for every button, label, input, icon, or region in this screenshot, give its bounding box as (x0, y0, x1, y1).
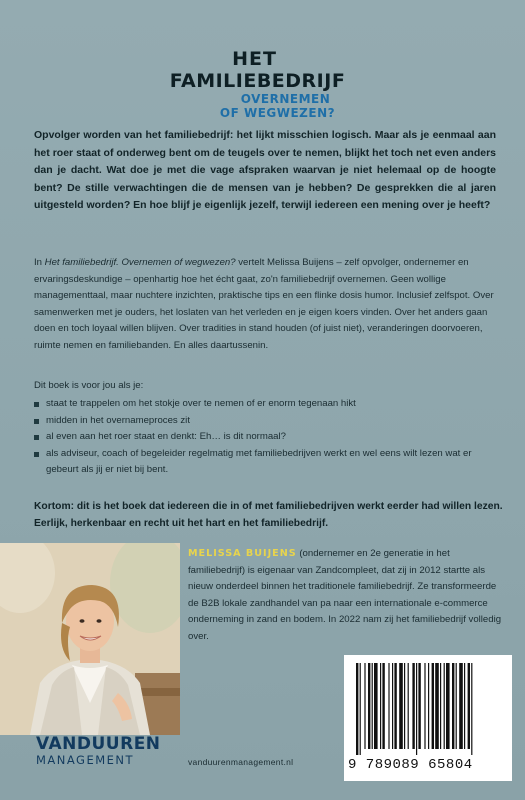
barcode-bar (360, 663, 361, 755)
barcode-bar (456, 663, 457, 749)
barcode-bar (432, 663, 434, 749)
barcode-bar (459, 663, 463, 749)
barcode-bar (368, 663, 370, 749)
body-paragraph (34, 255, 496, 354)
barcode-bar (418, 663, 420, 749)
barcode-bar (388, 663, 389, 749)
body-lead: In (34, 257, 45, 268)
intro-paragraph: Opvolger worden van het familiebedrijf: het lijkt misschien logisch. Maar als je eenmaal aan het roer staat of onderweg bent om de teugels over te nemen, blijkt het toch net even anders dan je dacht. Wat doe je met die vage afspraken waarvan je niet helemaal op de hoogte bent? De stille verwachtingen die de mensen van je hebben? De gesprekken die al jaren uitgesteld worden? En hoe blijf je eigenlijk jezelf, terwijl iedereen een mening over je heeft? (34, 129, 496, 211)
barcode-bar (435, 663, 439, 749)
body-text: vertelt Melissa Buijens – zelf opvolger, ondernemer en ervaringsdeskundige – openhartig hoe het écht gaat, zo'n familiebedrijf overnemen. Geen wollige managementtaal, maar nuchtere inzichten, praktische tips en een flinke dosis humor. Inclusief zelfspot. Over samenwerken met je ouders, het loslaten van het verleden en je eigen koers vinden. Over het anders gaan doen en toch loyaal willen blijven. Over tradities in stand houden (of juist niet), veranderingen doorvoeren, ruimte nemen en familiebanden. En alles daartussenin. (34, 257, 494, 351)
list-item: als adviseur, coach of begeleider regelmatig met familiebedrijven werkt en wel eens wilt lezen wat er gebeurt als jij er niet bij bent. (34, 446, 496, 479)
author-bio-text: (ondernemer en 2e generatie in het familiebedrijf) is eigenaar van Zandcompleet, dat zij in 2012 startte als nieuw onderdeel binnen het traditionele familiebedrijf. Ze transformeerde de B2B lokale zandhandel van pa naar een internationale e-commerce onderneming in zand en bodem. In 2022 nam zij het familiebedrijf volledig over. (188, 548, 502, 642)
kortom-paragraph: Kortom: dit is het boek dat iedereen die in of met familiebedrijven werkt eerder had willen lezen. Eerlijk, herkenbaar en recht uit het hart en het familiebedrijf. (34, 501, 503, 529)
publisher-logo-top: VANDUUREN (36, 734, 161, 754)
list-item: al even aan het roer staat en denkt: Eh… is dit normaal? (34, 429, 496, 446)
author-name: MELISSA BUIJENS (188, 548, 297, 559)
barcode-bar (468, 663, 470, 749)
publisher-logo-bottom: MANAGEMENT (36, 753, 135, 767)
barcode-bar (374, 663, 378, 749)
barcode-bar (392, 663, 393, 749)
barcode-bar (380, 663, 381, 749)
barcode-bar (471, 663, 472, 755)
list-item: staat te trappelen om het stokje over te nemen of er enorm tegenaan hikt (34, 396, 496, 413)
book-title-italic: Het familiebedrijf. Overnemen of wegwezen? (44, 257, 236, 268)
barcode-bar (446, 663, 450, 749)
barcode-bar (404, 663, 405, 749)
isbn-digits: 9 789089 65804 (348, 757, 473, 773)
barcode-bar (464, 663, 465, 749)
barcode-bar (372, 663, 373, 749)
title-line-1: HET (232, 48, 277, 70)
subtitle-line-1: OVERNEMEN (240, 92, 331, 106)
publisher-logo (36, 735, 161, 767)
list-intro: Dit boek is voor jou als je: (34, 380, 144, 391)
barcode-bar (428, 663, 429, 749)
author-photo (0, 543, 180, 735)
barcode-bar (408, 663, 409, 749)
audience-list (34, 396, 496, 479)
barcode-bar (382, 663, 384, 749)
author-portrait-illustration (0, 543, 180, 735)
title-line-2: FAMILIEBEDRIJF (169, 70, 346, 92)
barcode-bars (354, 663, 504, 755)
barcode-bar (416, 663, 417, 755)
barcode-bar (424, 663, 425, 749)
barcode-bar (444, 663, 445, 749)
subtitle-line-2: OF WEGWEZEN? (219, 106, 336, 120)
barcode-bar (452, 663, 454, 749)
list-item: midden in het overnameproces zit (34, 413, 496, 430)
title-block (0, 48, 525, 120)
isbn-barcode (344, 655, 512, 781)
barcode-bar (364, 663, 365, 749)
barcode-bar (412, 663, 414, 749)
author-bio (188, 546, 502, 646)
barcode-bar (399, 663, 403, 749)
publisher-website: vanduurenmanagement.nl (188, 757, 294, 767)
barcode-bar (356, 663, 358, 755)
barcode-bar (394, 663, 396, 749)
barcode-bar (440, 663, 441, 749)
